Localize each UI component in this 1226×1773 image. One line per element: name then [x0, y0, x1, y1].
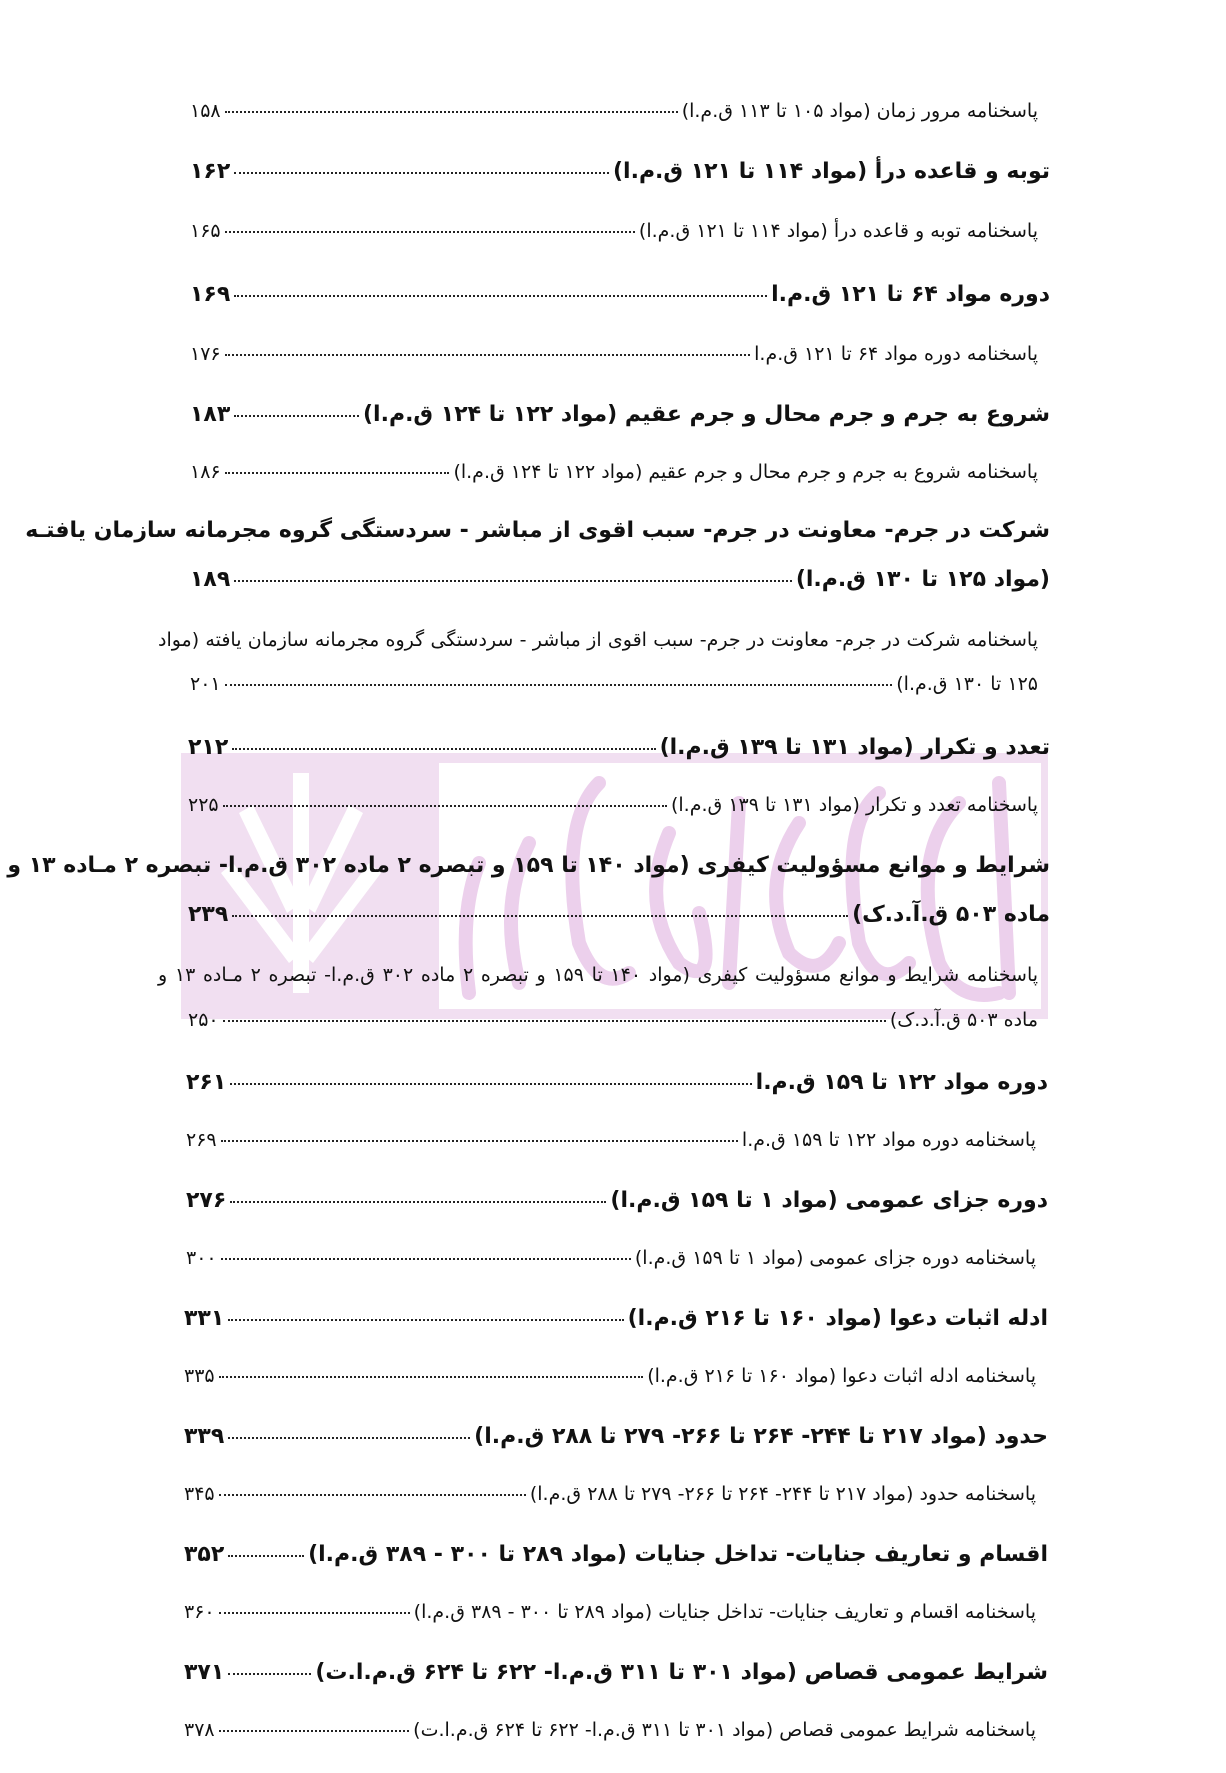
- toc-entry[interactable]: [188, 735, 1050, 760]
- toc-entry[interactable]: [184, 1660, 1048, 1685]
- toc-entry-title: توبه و قاعده درأ (مواد ۱۱۴ تا ۱۲۱ ق.م.ا): [612, 159, 1050, 184]
- toc-page-number: ۱۶۵: [190, 220, 221, 242]
- toc-entry[interactable]: [184, 1542, 1048, 1567]
- toc-entry-title: پاسخنامه دوره مواد ۶۴ تا ۱۲۱ ق.م.ا: [754, 343, 1038, 365]
- toc-entry[interactable]: [186, 1129, 1036, 1151]
- toc-entry[interactable]: [190, 159, 1050, 184]
- dot-leader: [228, 1663, 311, 1679]
- toc-page-number: ۲۱۲: [188, 735, 229, 760]
- toc-entry-title: پاسخنامه دوره جزای عمومی (مواد ۱ تا ۱۵۹ ق.م.ا): [634, 1247, 1036, 1269]
- toc-page-number: ۲۳۹: [188, 902, 229, 927]
- dot-leader: [230, 1191, 606, 1207]
- toc-page-number: ۳۳۹: [184, 1424, 225, 1449]
- toc-entry[interactable]: [190, 461, 1038, 483]
- toc-page-number: ۱۸۹: [190, 567, 231, 592]
- toc-page-number: ۳۵۲: [184, 1542, 225, 1567]
- toc-page-number: ۳۶۰: [184, 1601, 215, 1623]
- dot-leader: [225, 221, 635, 237]
- toc-page-number: ۳۴۵: [184, 1483, 215, 1505]
- toc-page-number: ۲۷۶: [186, 1188, 227, 1213]
- toc-page-number: ۲۶۹: [186, 1129, 217, 1151]
- toc-entry[interactable]: [184, 1719, 1036, 1741]
- dot-leader: [230, 1073, 751, 1089]
- dot-leader: [223, 795, 667, 811]
- dot-leader: [225, 101, 678, 117]
- dot-leader: [234, 570, 792, 586]
- toc-entry[interactable]: [190, 343, 1038, 365]
- toc-entry-title: دوره مواد ۱۲۲ تا ۱۵۹ ق.م.ا: [755, 1070, 1048, 1095]
- toc-entry[interactable]: [186, 1188, 1048, 1213]
- toc-entry[interactable]: [184, 1306, 1048, 1331]
- dot-leader: [225, 462, 450, 478]
- dot-leader: [234, 162, 609, 178]
- toc-entry-title: پاسخنامه شروع به جرم و جرم محال و جرم عقیم (مواد ۱۲۲ تا ۱۲۴ ق.م.ا): [453, 461, 1038, 483]
- toc-page-number: ۲۵۰: [188, 1009, 219, 1031]
- toc-page-number: ۱۷۶: [190, 343, 221, 365]
- toc-page-number: ۳۳۱: [184, 1306, 225, 1331]
- toc-entry-title: پاسخنامه حدود (مواد ۲۱۷ تا ۲۴۴- ۲۶۴ تا ۲۶۶- ۲۷۹ تا ۲۸۸ ق.م.ا): [529, 1483, 1036, 1505]
- toc-entry-title-line1: شرکت در جرم- معاونت در جرم- سبب اقوی از مباشر - سردستگی گروه مجرمانه سازمان یافتـه: [25, 518, 1050, 543]
- toc-page-number: ۲۶۱: [186, 1070, 227, 1095]
- dot-leader: [219, 1366, 644, 1382]
- toc-page-number: ۱۶۹: [190, 282, 231, 307]
- toc-entry-title: تعدد و تکرار (مواد ۱۳۱ تا ۱۳۹ ق.م.ا): [659, 735, 1050, 760]
- toc-entry-title: دوره مواد ۶۴ تا ۱۲۱ ق.م.ا: [771, 282, 1050, 307]
- dot-leader: [221, 1248, 631, 1264]
- toc-entry[interactable]: [184, 1424, 1048, 1449]
- toc-entry[interactable]: [184, 1601, 1036, 1623]
- toc-entry[interactable]: [186, 1070, 1048, 1095]
- toc-entry-title: دوره جزای عمومی (مواد ۱ تا ۱۵۹ ق.م.ا): [610, 1188, 1048, 1213]
- toc-entry-title: پاسخنامه دوره مواد ۱۲۲ تا ۱۵۹ ق.م.ا: [741, 1129, 1036, 1151]
- toc-entry[interactable]: [190, 100, 1038, 122]
- toc-entry-title: شروع به جرم و جرم محال و جرم عقیم (مواد ۱۲۲ تا ۱۲۴ ق.م.ا): [363, 402, 1050, 427]
- toc-entry-title: پاسخنامه توبه و قاعده درأ (مواد ۱۱۴ تا ۱۲۱ ق.م.ا): [638, 220, 1038, 242]
- dot-leader: [234, 405, 359, 421]
- dot-leader: [219, 1720, 410, 1736]
- toc-page-number: ۳۰۰: [186, 1247, 217, 1269]
- dot-leader: [223, 1010, 886, 1026]
- toc-entry-title: شرایط عمومی قصاص (مواد ۳۰۱ تا ۳۱۱ ق.م.ا- ۶۲۲ تا ۶۲۴ ق.م.ا.ت): [315, 1660, 1048, 1685]
- toc-page-number: ۱۸۶: [190, 461, 221, 483]
- toc-entry-title-line2: ماده ۵۰۳ ق.آ.د.ک): [852, 902, 1050, 927]
- dot-leader: [232, 738, 655, 754]
- toc-entry[interactable]: [190, 282, 1050, 307]
- toc-page-number: ۱۸۳: [190, 402, 231, 427]
- dot-leader: [228, 1309, 623, 1325]
- toc-entry-title: پاسخنامه ادله اثبات دعوا (مواد ۱۶۰ تا ۲۱۶ ق.م.ا): [647, 1365, 1036, 1387]
- toc-entry-title-line2: ۱۲۵ تا ۱۳۰ ق.م.ا): [896, 673, 1038, 695]
- toc-entry[interactable]: [190, 220, 1038, 242]
- toc-page-number: ۱۶۲: [190, 159, 231, 184]
- toc-page-number: ۱۵۸: [190, 100, 221, 122]
- toc-entry-title-line1: پاسخنامه شرایط و موانع مسؤولیت کیفری (مواد ۱۴۰ تا ۱۵۹ و تبصره ۲ ماده ۳۰۲ ق.م.ا- تبصره ۲ مـاده ۱۳ و: [158, 964, 1039, 986]
- toc-page-number: ۲۲۵: [188, 794, 219, 816]
- dot-leader: [232, 905, 848, 921]
- dot-leader: [225, 674, 893, 690]
- toc-entry-title: پاسخنامه مرور زمان (مواد ۱۰۵ تا ۱۱۳ ق.م.ا): [681, 100, 1038, 122]
- toc-page-number: ۳۷۱: [184, 1660, 225, 1685]
- toc-entry-title-line2: (مواد ۱۲۵ تا ۱۳۰ ق.م.ا): [795, 567, 1050, 592]
- dot-leader: [221, 1130, 738, 1146]
- toc-entry-title-line1: شرایط و موانع مسؤولیت کیفری (مواد ۱۴۰ تا ۱۵۹ و تبصره ۲ ماده ۳۰۲ ق.م.ا- تبصره ۲ مـاده ۱۳ و: [7, 853, 1050, 878]
- toc-entry[interactable]: [184, 1365, 1036, 1387]
- dot-leader: [219, 1484, 526, 1500]
- dot-leader: [228, 1545, 304, 1561]
- toc-entry-title: اقسام و تعاریف جنایات- تداخل جنایات (مواد ۲۸۹ تا ۳۰۰ - ۳۸۹ ق.م.ا): [308, 1542, 1048, 1567]
- dot-leader: [225, 344, 751, 360]
- toc-entry[interactable]: [190, 402, 1050, 427]
- toc-page-number: ۳۷۸: [184, 1719, 215, 1741]
- toc-entry-title: ادله اثبات دعوا (مواد ۱۶۰ تا ۲۱۶ ق.م.ا): [627, 1306, 1048, 1331]
- dot-leader: [234, 285, 767, 301]
- toc-entry[interactable]: [186, 1247, 1036, 1269]
- dot-leader: [228, 1427, 470, 1443]
- dot-leader: [219, 1602, 410, 1618]
- toc-entry-title-line1: پاسخنامه شرکت در جرم- معاونت در جرم- سبب اقوی از مباشر - سردستگی گروه مجرمانه سازمان یافته (مواد: [158, 629, 1038, 651]
- toc-entry[interactable]: [188, 794, 1038, 816]
- toc-entry-title: حدود (مواد ۲۱۷ تا ۲۴۴- ۲۶۴ تا ۲۶۶- ۲۷۹ تا ۲۸۸ ق.م.ا): [474, 1424, 1048, 1449]
- toc-page-number: ۲۰۱: [190, 673, 221, 695]
- toc-entry[interactable]: [184, 1483, 1036, 1505]
- toc-entry-title: پاسخنامه شرایط عمومی قصاص (مواد ۳۰۱ تا ۳۱۱ ق.م.ا- ۶۲۲ تا ۶۲۴ ق.م.ا.ت): [413, 1719, 1036, 1741]
- toc-entry-title: پاسخنامه اقسام و تعاریف جنایات- تداخل جنایات (مواد ۲۸۹ تا ۳۰۰ - ۳۸۹ ق.م.ا): [413, 1601, 1036, 1623]
- toc-page-number: ۳۳۵: [184, 1365, 215, 1387]
- toc-entry-title: پاسخنامه تعدد و تکرار (مواد ۱۳۱ تا ۱۳۹ ق.م.ا): [670, 794, 1038, 816]
- toc-entry-title-line2: ماده ۵۰۳ ق.آ.د.ک): [889, 1009, 1038, 1031]
